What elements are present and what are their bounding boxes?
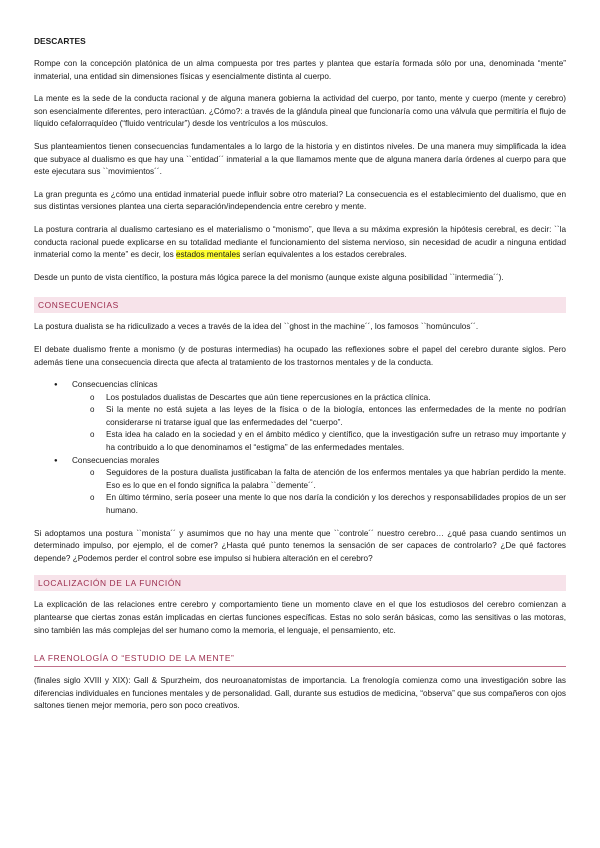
paragraph-localizacion: La explicación de las relaciones entre cerebro y comportamiento tiene un momento clave en el que los estudiosos del cerebro comienzan a plantearse que ciertas zonas están implicadas en ciertas funciones específicas. Estas no solo serán básicas, como las sensitivas o las motoras, sino también las más complejas del ser humano como la memoria, el lenguaje, el pensamiento, etc. [34,600,566,635]
sublist-item: o Seguidores de la postura dualista justificaban la falta de atención de los enfermos mentales ya que habrían perdido la mente. Eso es lo que en el fondo significa la palabra ``demente´´. [34,467,566,492]
list-item-clinicas: ● Consecuencias clínicas [34,379,566,392]
section-heading-localizacion: LOCALIZACIÓN DE LA FUNCIÓN [34,575,566,591]
document-title: DESCARTES [34,36,86,46]
paragraph-debate: El debate dualismo frente a monismo (y de posturas intermedias) ha ocupado las reflexiones sobre el papel del cerebro durante siglos. Pero además tiene una consecuencia directa que afecta al tratamiento de los trastornos mentales y de la conducta. [34,344,566,367]
section-heading-consecuencias: CONSECUENCIAS [34,297,566,313]
monismo-text-before: La postura contraria al dualismo cartesiano es el materialismo o “monismo”, que lleva a su máxima expresión la hipótesis cerebral, es decir: ``la conducta racional puede explicarse en su totalidad mediante el funcionamiento del sistema nervioso, sin necesidad de acudir a ninguna entidad inmaterial como la mente” es decir, los [34,224,566,260]
paragraph-planteamientos: Sus planteamientos tienen consecuencias fundamentales a lo largo de la historia y en distintos niveles. De una manera muy simplificada la idea que subyace al dualismo es que hay una ``entidad´´ inmaterial a la que llamamos mente que de alguna manera daría órdenes al cuerpo para que este ejecutara sus ``movimientos´´. [34,141,566,177]
sublist-item: o Si la mente no está sujeta a las leyes de la física o de la biología, entonces las enfermedades de la mente no podrían considerarse ni tratarse igual que las enfermedades del “cuerpo”. [34,404,566,429]
consecuencias-list [34,379,566,518]
paragraph-ghost: La postura dualista se ha ridiculizado a veces a través de la idea del ``ghost in the machine´´, los famosos ``homúnculos´´. [34,322,479,332]
sublist-item: o Esta idea ha calado en la sociedad y en el ámbito médico y científico, que la investigación sufre un retraso muy importante y ha contribuido a lo que denominamos el “estigma” de las enfermedades mentales. [34,429,566,454]
paragraph-conclusion: Desde un punto de vista científico, la postura más lógica parece la del monismo (aunque existe alguna posibilidad ``intermedia´´). [34,272,504,282]
sublist-item: o En último término, sería poseer una mente lo que nos daría la condición y los derechos y responsabilidades propios de un ser humano. [34,492,566,517]
paragraph-monismo [34,224,566,262]
document-page [34,36,566,713]
paragraph-frenologia: (finales siglo XVIII y XIX): Gall & Spurzheim, dos neuroanatomistas de importancia. La frenología comienza como una investigación sobre las diferencias individuales en funciones mentales y de personalidad. Gall, durante sus estudios de medicina, “observa” que sus compañeros con ojos saltones tienen mejor memoria, pero son poco creativos. [34,676,566,711]
sublist-item: o Los postulados dualistas de Descartes que aún tiene repercusiones en la práctica clínica. [34,392,566,405]
monismo-text-after: serían equivalentes a los estados cerebrales. [240,250,407,260]
paragraph-mente-sede: La mente es la sede de la conducta racional y de alguna manera gobierna la actividad del cuerpo, por tanto, mente y cuerpo (mente y cerebro) son esencialmente diferentes, pero interactúan. ¿Cómo?: a través de la glándula pineal que funcionaría como una válvula que permitiría el flujo de líquido cefalorraquídeo (“fluido ventricular”) desde los ventrículos a los músculos. [34,94,566,129]
highlighted-text: estados mentales [175,250,241,260]
paragraph-monista: Si adoptamos una postura ``monista´´ y asumimos que no hay una mente que ``controle´´ nuestro cerebro… ¿qué pasa cuando sentimos un determinado impulso, por ejemplo, el de comer? ¿Hasta qué punto tenemos la sensación de ser capaces de controlarlo? ¿De qué factores depende? ¿Podemos perder el control sobre ese impulso si hubiera alteración en el cerebro? [34,528,566,563]
paragraph-gran-pregunta: La gran pregunta es ¿cómo una entidad inmaterial puede influir sobre otro material? La consecuencia es el establecimiento del dualismo, que en sus distintas versiones plantea una cierta separación/independencia entre cerebro y mente. [34,189,566,212]
section-heading-frenologia: LA FRENOLOGÍA O “ESTUDIO DE LA MENTE” [34,650,566,667]
paragraph-platon: Rompe con la concepción platónica de un alma compuesta por tres partes y plantea que estaría formada sólo por una, denominada “mente” inmaterial, una entidad sin dimensiones físicas y esencialmente distinta al cuerpo. [34,59,566,81]
list-item-morales: ● Consecuencias morales [34,455,566,468]
